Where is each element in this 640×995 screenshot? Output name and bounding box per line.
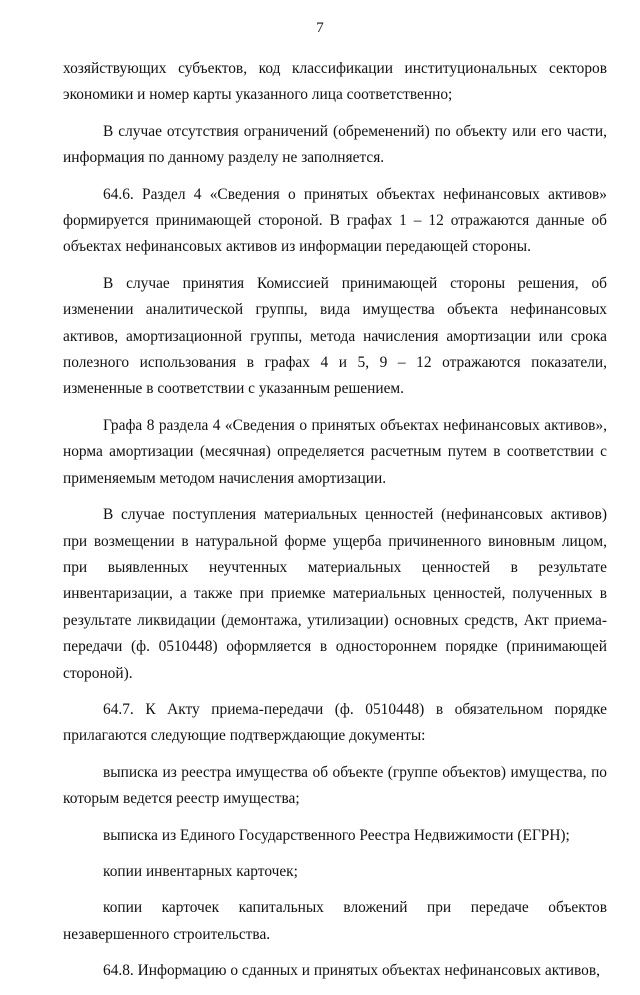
paragraph: 64.7. К Акту приема-передачи (ф. 0510448) в обязательном порядке прилагаются следующие подтверждающие документы: — [63, 700, 607, 745]
page-number: 7 — [316, 20, 324, 36]
paragraph: В случае принятия Комиссией принимающей стороны решения, об изменении аналитической группы, вида имущества объекта нефинансовых активов, амортизационной группы, метода начисления амортизации или срока полезного использования в графах 4 и 5, 9 – 12 отражаются показатели, измененные в соответствии с указанным решением. — [63, 274, 607, 398]
list-item: копии инвентарных карточек; — [103, 862, 298, 880]
list-item: выписка из реестра имущества об объекте (группе объектов) имущества, по которым ведется реестр имущества; — [63, 763, 607, 808]
paragraph: 64.8. Информацию о сданных и принятых объектах нефинансовых активов, — [103, 962, 600, 980]
paragraph: 64.6. Раздел 4 «Сведения о принятых объектах нефинансовых активов» формируется принимающей стороной. В графах 1 – 12 отражаются данные об объектах нефинансовых активов из информации передающей стороны. — [63, 185, 607, 256]
document-body — [63, 56, 607, 995]
list-item: копии карточек капитальных вложений при передаче объектов незавершенного строительства. — [63, 899, 607, 943]
paragraph: Графа 8 раздела 4 «Сведения о принятых объектах нефинансовых активов», норма амортизации (месячная) определяется расчетным путем в соответствии с применяемым методом начисления амортизации. — [63, 416, 607, 487]
paragraph: В случае поступления материальных ценностей (нефинансовых активов) при возмещении в натуральной форме ущерба причиненного виновным лицом, при выявленных неучтенных материальных ценностей в результате инвентаризации, а также при приемке материальных ценностей, полученных в результате ликвидации (демонтажа, утилизации) основных средств, Акт приема-передачи (ф. 0510448) оформляется в одностороннем порядке (принимающей стороной). — [63, 506, 607, 682]
paragraph: В случае отсутствия ограничений (обременений) по объекту или его части, информация по данному разделу не заполняется. — [63, 122, 607, 167]
list-item: выписка из Единого Государственного Реестра Недвижимости (ЕГРН); — [103, 826, 570, 844]
paragraph: хозяйствующих субъектов, код классификации институциональных секторов экономики и номер карты указанного лица соответственно; — [63, 60, 607, 104]
